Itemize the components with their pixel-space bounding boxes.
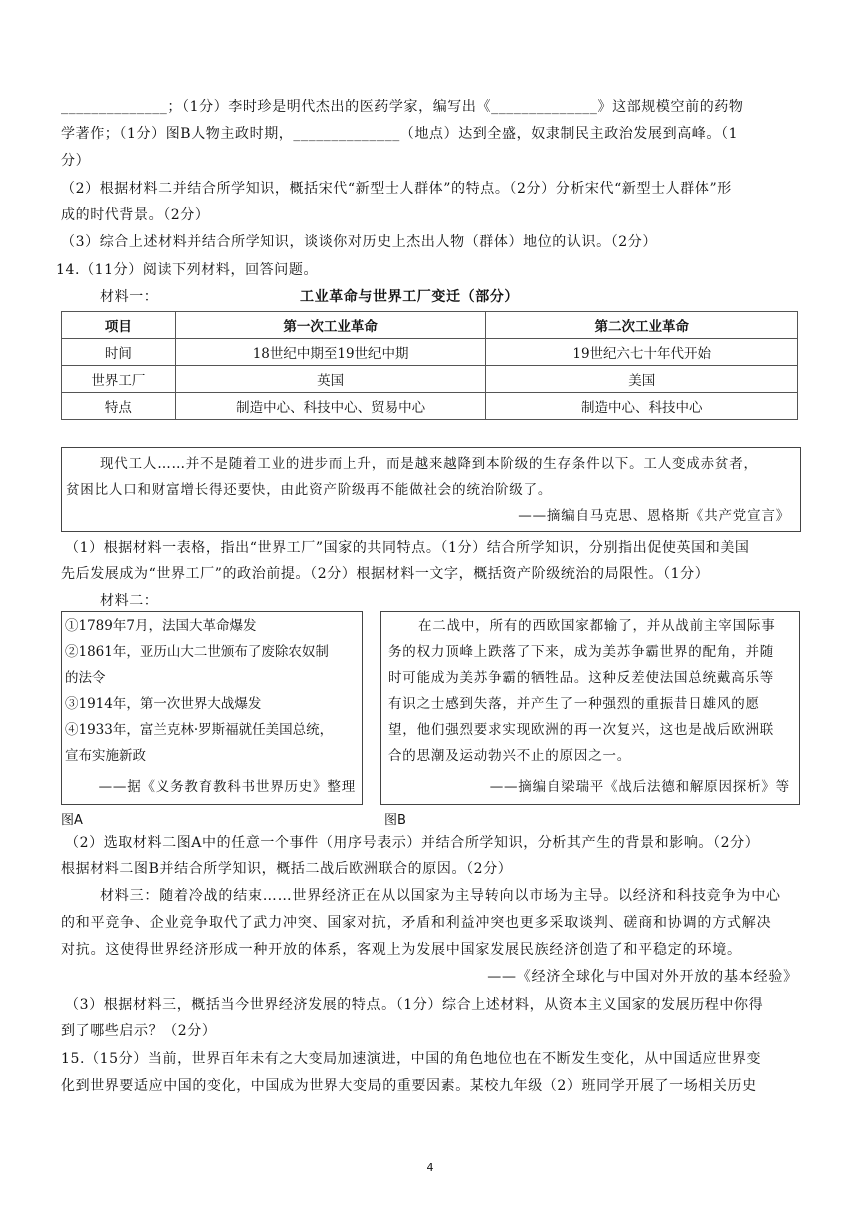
table-row <box>62 339 798 366</box>
table-cell: 时间 <box>62 339 176 366</box>
figure-a-line: ③1914年，第一次世界大战爆发 <box>65 696 262 712</box>
table-cell: 19世纪六七十年代开始 <box>486 339 798 366</box>
question-14-part3-line-2: 到了哪些启示？（2分） <box>61 1023 217 1039</box>
industrial-revolution-table <box>61 311 798 420</box>
question-15-line-1: 15.（15分）当前，世界百年未有之大变局加速演进，中国的角色地位也在不断发生变化，从中国适应世界变 <box>61 1051 762 1067</box>
figure-a-line: ①1789年7月，法国大革命爆发 <box>65 618 257 634</box>
question-13-part2-line-2: 成的时代背景。（2分） <box>61 207 210 223</box>
figure-a-label: 图A <box>61 813 83 828</box>
table-cell: 18世纪中期至19世纪中期 <box>175 339 486 366</box>
manifesto-quote-source: ——摘编自马克思、恩格斯《共产党宣言》 <box>518 508 790 524</box>
question-14-part3-line-1: （3）根据材料三，概括当今世界经济发展的特点。（1分）综合上述材料，从资本主义国家的发展历程中你得 <box>65 997 764 1013</box>
figure-b-line: 时可能成为美苏争霸的牺牲品。这种反差使法国总统戴高乐等 <box>388 670 775 686</box>
figure-b-line: 望，他们强烈要求实现欧洲的再一次复兴，这也是战后欧洲联 <box>388 722 775 738</box>
figure-a-line: 宣布实施新政 <box>65 748 146 764</box>
question-13-score-line: 分） <box>61 153 91 169</box>
table-header-cell: 项目 <box>62 312 176 339</box>
table-cell: 制造中心、科技中心 <box>486 393 798 420</box>
question-14-part1-line-1: （1）根据材料一表格，指出“世界工厂”国家的共同特点。（1分）结合所学知识，分别指出促使英国和美国 <box>65 540 750 556</box>
figure-b-line: 合的思潮及运动勃兴不止的原因之一。 <box>388 748 632 764</box>
page-number: 4 <box>426 1161 434 1174</box>
question-14-part2-line-1: （2）选取材料二图A中的任意一个事件（用序号表示）并结合所学知识，分析其产生的背景和影响。（2分） <box>65 835 760 851</box>
question-15-line-2: 化到世界要适应中国的变化，中国成为世界大变局的重要因素。某校九年级（2）班同学开展了一场相关历史 <box>61 1078 757 1094</box>
figure-a-source: ——据《义务教育教科书世界历史》整理 <box>98 779 356 795</box>
table-header-cell: 第二次工业革命 <box>486 312 798 339</box>
table-row <box>62 366 798 393</box>
table-row <box>62 393 798 420</box>
table-header-row <box>62 312 798 339</box>
question-14-part1-line-2: 先后发展成为“世界工厂”的政治前提。（2分）根据材料一文字，概括资产阶级统治的局限性。（1分） <box>61 566 710 582</box>
question-14-header: 14.（11分）阅读下列材料，回答问题。 <box>56 262 319 278</box>
question-13-part3: （3）综合上述材料并结合所学知识，谈谈你对历史上杰出人物（群体）地位的认识。（2分） <box>61 234 658 250</box>
figure-b-line: 有识之士感到失落，并产生了一种强烈的重振昔日雄风的愿 <box>388 696 760 712</box>
table-cell: 英国 <box>175 366 486 393</box>
figure-a-line: ④1933年，富兰克林·罗斯福就任美国总统， <box>65 722 334 738</box>
material-3-line-2: 的和平竞争、企业竞争取代了武力冲突、国家对抗，矛盾和利益冲突也更多采取谈判、磋商和协调的方式解决 <box>61 915 772 931</box>
material-3-line-3: 对抗。这使得世界经济形成一种开放的体系，客观上为发展中国家发展民族经济创造了和平稳定的环境。 <box>61 942 742 958</box>
table-cell: 美国 <box>486 366 798 393</box>
table-cell: 特点 <box>62 393 176 420</box>
material-3-line-1: 材料三：随着冷战的结束……世界经济正在从以国家为主导转向以市场为主导。以经济和科技竞争为中心 <box>100 888 781 904</box>
material-3-source: ——《经济全球化与中国对外开放的基本经验》 <box>487 969 798 985</box>
figure-b-label: 图B <box>384 813 406 828</box>
material-1-label: 材料一： <box>100 289 159 305</box>
question-13-part2-line-1: （2）根据材料二并结合所学知识，概括宋代“新型士人群体”的特点。（2分）分析宋代“新型士人群体”形 <box>61 181 732 197</box>
material-1-table-title: 工业革命与世界工厂变迁（部分） <box>300 289 519 305</box>
question-13-blank-line-1: ______________；（1分）李时珍是明代杰出的医药学家，编写出《______________》这部规模空前的药物 <box>61 99 744 115</box>
question-13-blank-line-2: 学著作；（1分）图B人物主政时期，______________（地点）达到全盛，奴隶制民主政治发展到高峰。（1 <box>61 126 739 142</box>
figure-b-line: 务的权力顶峰上跌落了下来，成为美苏争霸世界的配角，并随 <box>388 644 775 660</box>
question-14-part2-line-2: 根据材料二图B并结合所学知识，概括二战后欧洲联合的原因。（2分） <box>61 861 513 877</box>
manifesto-quote-line-2: 贫困比人口和财富增长得还要快，由此资产阶级再不能做社会的统治阶级了。 <box>66 482 553 498</box>
manifesto-quote-line-1: 现代工人……并不是随着工业的进步而上升，而是越来越降到本阶级的生存条件以下。工人变成赤贫者， <box>100 456 758 472</box>
figure-b-line: 在二战中，所有的西欧国家都输了，并从战前主宰国际事 <box>418 618 776 634</box>
figure-b-source: ——摘编自梁瑞平《战后法德和解原因探析》等 <box>489 779 790 795</box>
table-cell: 制造中心、科技中心、贸易中心 <box>175 393 486 420</box>
material-2-label: 材料二： <box>100 593 159 609</box>
figure-a-line: 的法令 <box>65 670 106 686</box>
table-header-cell: 第一次工业革命 <box>175 312 486 339</box>
figure-a-line: ②1861年，亚历山大二世颁布了废除农奴制 <box>65 644 329 660</box>
table-cell: 世界工厂 <box>62 366 176 393</box>
